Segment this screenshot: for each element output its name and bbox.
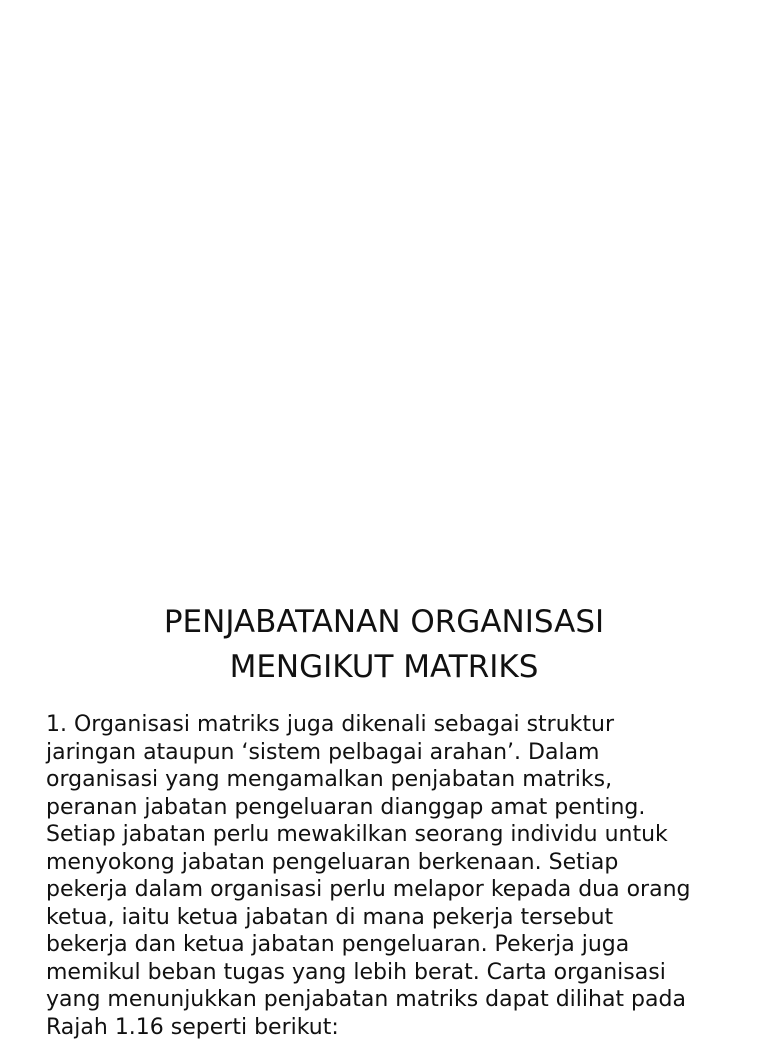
body-text-line: pekerja dalam organisasi perlu melapor kepada dua orang [46, 876, 746, 904]
body-text-line: memikul beban tugas yang lebih berat. Carta organisasi [46, 959, 746, 987]
body-text-line: bekerja dan ketua jabatan pengeluaran. Pekerja juga [46, 931, 746, 959]
slide-title-line: PENJABATANAN ORGANISASI [40, 600, 728, 645]
body-text-line: Setiap jabatan perlu mewakilkan seorang individu untuk [46, 821, 746, 849]
body-text-line: organisasi yang mengamalkan penjabatan matriks, [46, 766, 746, 794]
body-text-line: ketua, iaitu ketua jabatan di mana pekerja tersebut [46, 904, 746, 932]
slide-title [40, 600, 728, 690]
body-text-line: Rajah 1.16 seperti berikut: [46, 1014, 746, 1041]
body-text-line: menyokong jabatan pengeluaran berkenaan. Setiap [46, 849, 746, 877]
body-text-line: jaringan ataupun ‘sistem pelbagai arahan’. Dalam [46, 739, 746, 767]
slide-title-line: MENGIKUT MATRIKS [40, 645, 728, 690]
body-text-line: peranan jabatan pengeluaran dianggap amat penting. [46, 794, 746, 822]
body-text-line: 1. Organisasi matriks juga dikenali sebagai struktur [46, 711, 746, 739]
slide-body-text [46, 711, 746, 1041]
body-text-line: yang menunjukkan penjabatan matriks dapat dilihat pada [46, 986, 746, 1014]
